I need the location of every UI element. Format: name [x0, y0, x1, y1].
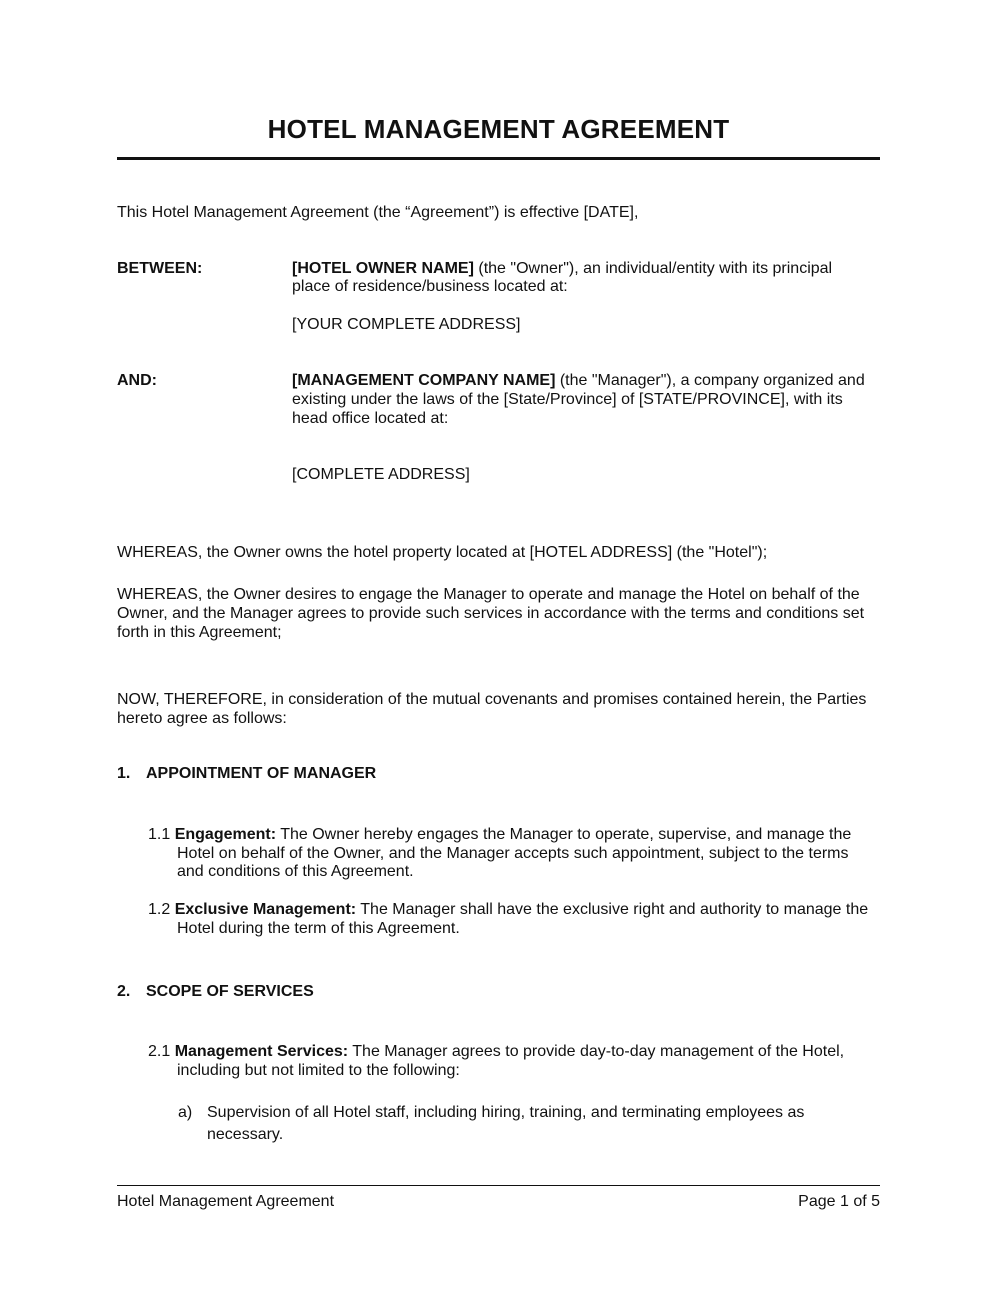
clause-1-2-label: Exclusive Management: — [174, 901, 357, 918]
section-1-heading: APPOINTMENT OF MANAGER — [146, 765, 377, 782]
clause-1-1-text: The Owner hereby engages the Manager to operate, supervise, and manage the — [276, 826, 852, 843]
between-line-2: place of residence/business located at: — [292, 278, 568, 295]
clause-2-1-text: The Manager agrees to provide day-to-day management of the Hotel, — [348, 1043, 845, 1060]
clause-2-1-line-1 — [148, 1042, 844, 1061]
now-therefore-line-1: NOW, THEREFORE, in consideration of the mutual covenants and promises contained herein, the Parties — [117, 691, 867, 708]
owner-address: [YOUR COMPLETE ADDRESS] — [292, 316, 521, 333]
clause-1-2-line-2: Hotel during the term of this Agreement. — [177, 920, 460, 937]
footer-document-name: Hotel Management Agreement — [117, 1193, 335, 1210]
document-title: HOTEL MANAGEMENT AGREEMENT — [267, 114, 730, 144]
clause-1-1-line-1 — [148, 825, 851, 844]
footer-divider — [117, 1185, 880, 1186]
owner-name: [HOTEL OWNER NAME] — [292, 260, 474, 277]
item-a-line-1: Supervision of all Hotel staff, including hiring, training, and terminating employees as — [207, 1104, 805, 1121]
section-2-number: 2. — [117, 983, 131, 1000]
clause-1-1-label: Engagement: — [174, 826, 277, 843]
whereas-1: WHEREAS, the Owner owns the hotel property located at [HOTEL ADDRESS] (the "Hotel"); — [117, 544, 768, 561]
clause-1-1-line-2: Hotel on behalf of the Owner, and the Manager accepts such appointment, subject to the terms — [177, 845, 849, 862]
manager-name: [MANAGEMENT COMPANY NAME] — [292, 372, 556, 389]
whereas-2-line-3: forth in this Agreement; — [117, 624, 282, 641]
title-divider — [117, 157, 880, 160]
between-label: BETWEEN: — [117, 260, 203, 277]
clause-1-1-line-3: and conditions of this Agreement. — [177, 863, 414, 880]
and-label: AND: — [117, 372, 157, 389]
manager-address: [COMPLETE ADDRESS] — [292, 466, 470, 483]
clause-2-1-line-2: including but not limited to the following: — [177, 1062, 460, 1079]
section-2-heading: SCOPE OF SERVICES — [146, 983, 314, 1000]
whereas-2-line-1: WHEREAS, the Owner desires to engage the Manager to operate and manage the Hotel on behalf of the — [117, 586, 860, 603]
and-line-3: head office located at: — [292, 410, 449, 427]
and-line-1 — [292, 371, 865, 390]
clause-1-1-number: 1.1 — [148, 826, 171, 843]
intro-paragraph: This Hotel Management Agreement (the “Agreement”) is effective [DATE], — [117, 204, 639, 221]
footer-page-number: Page 1 of 5 — [798, 1193, 880, 1210]
between-line-1 — [292, 259, 832, 278]
whereas-2-line-2: Owner, and the Manager agrees to provide such services in accordance with the terms and conditions set — [117, 605, 865, 622]
clause-2-1-number: 2.1 — [148, 1043, 171, 1060]
and-line-1-text: (the "Manager"), a company organized and — [555, 372, 865, 389]
between-line-1-text: (the "Owner"), an individual/entity with its principal — [473, 260, 833, 277]
clause-1-2-text: The Manager shall have the exclusive right and authority to manage the — [356, 901, 869, 918]
now-therefore-line-2: hereto agree as follows: — [117, 710, 287, 727]
clause-1-2-number: 1.2 — [148, 901, 171, 918]
clause-1-2-line-1 — [148, 900, 868, 919]
clause-2-1-label: Management Services: — [174, 1043, 349, 1060]
section-1-number: 1. — [117, 765, 131, 782]
item-a-marker: a) — [178, 1104, 193, 1121]
and-line-2: existing under the laws of the [State/Province] of [STATE/PROVINCE], with its — [292, 391, 843, 408]
item-a-line-2: necessary. — [207, 1126, 284, 1143]
